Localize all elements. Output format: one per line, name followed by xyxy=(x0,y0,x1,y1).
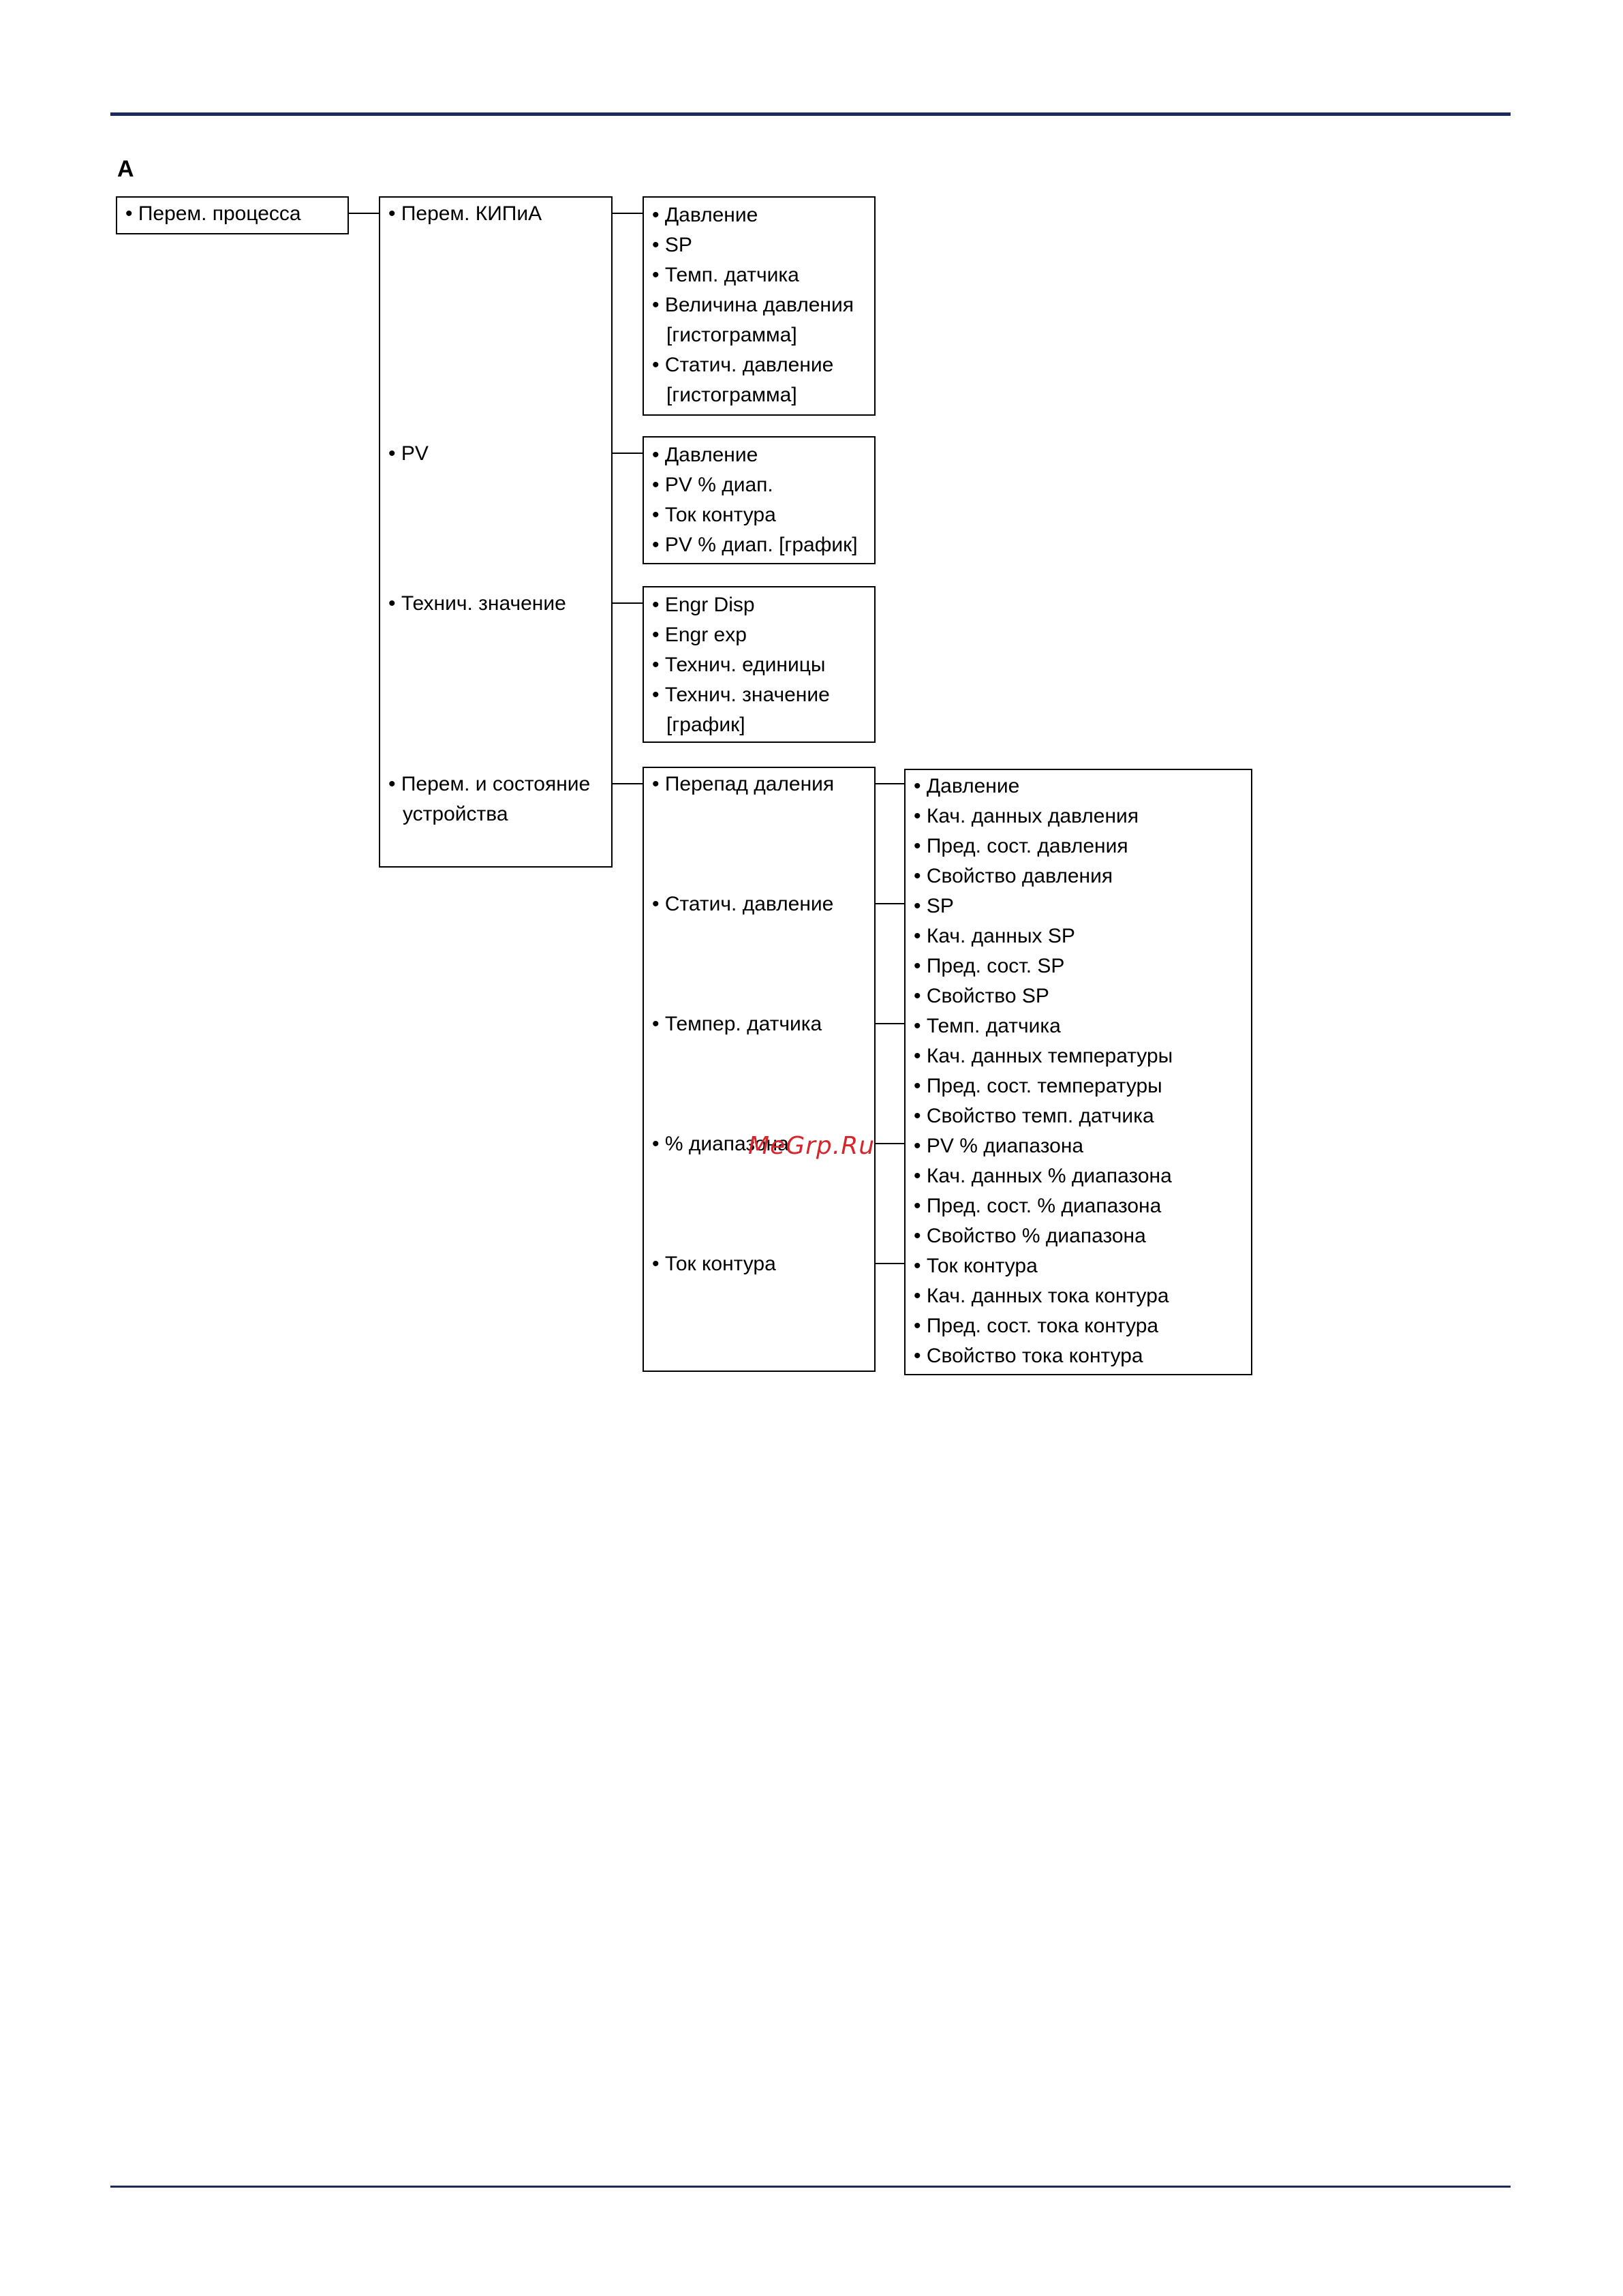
kip-item-static-pressure[interactable]: • Статич. давление xyxy=(652,354,834,376)
status-item[interactable]: • SP xyxy=(914,895,954,917)
status-item[interactable]: • Пред. сост. температуры xyxy=(914,1075,1162,1097)
root-label[interactable]: • Перем. процесса xyxy=(125,202,301,225)
eng-item-value[interactable]: • Технич. значение xyxy=(652,684,830,706)
status-item[interactable]: • Свойство давления xyxy=(914,865,1113,887)
kip-items-list xyxy=(652,200,854,410)
kip-item-sensor-temp[interactable]: • Темп. датчика xyxy=(652,264,799,286)
root-box xyxy=(116,196,349,234)
header-rule xyxy=(110,112,1511,116)
eng-items-box xyxy=(643,586,876,743)
status-item[interactable]: • PV % диапазона xyxy=(914,1135,1084,1157)
pv-item-pressure[interactable]: • Давление xyxy=(652,444,758,466)
connector-dev-pressure xyxy=(874,783,906,784)
status-item[interactable]: • Пред. сост. % диапазона xyxy=(914,1195,1162,1217)
status-item[interactable]: • Ток контура xyxy=(914,1255,1038,1277)
device-var-diff-pressure[interactable]: • Перепад даления xyxy=(652,773,835,795)
footer-rule xyxy=(110,2186,1511,2188)
menu-item-device-vars[interactable]: • Перем. и состояние xyxy=(388,773,591,795)
status-item[interactable]: • Свойство тока контура xyxy=(914,1345,1143,1367)
device-status-box xyxy=(904,769,1252,1375)
menu-item-pv[interactable]: • PV xyxy=(388,442,429,465)
menu-item-eng-value[interactable]: • Технич. значение xyxy=(388,592,566,615)
kip-item-pressure-value[interactable]: • Величина давления xyxy=(652,294,854,316)
eng-items-list xyxy=(652,590,830,740)
device-var-sensor-temp[interactable]: • Темпер. датчика xyxy=(652,1013,822,1035)
kip-item-pressure[interactable]: • Давление xyxy=(652,204,758,226)
pv-items-list xyxy=(652,440,858,560)
menu-item-device-vars-cont: устройства xyxy=(403,803,508,825)
connector-kip xyxy=(611,213,644,214)
menu-item-kip-vars[interactable]: • Перем. КИПиА xyxy=(388,202,542,225)
kip-item-sp[interactable]: • SP xyxy=(652,234,692,256)
device-var-percent-range[interactable]: • % диапазона xyxy=(652,1133,789,1155)
kip-item-histogram-1: [гистограмма] xyxy=(666,324,797,346)
connector-dev-loop xyxy=(874,1263,906,1264)
pv-item-pv-range[interactable]: • PV % диап. xyxy=(652,474,773,496)
status-item[interactable]: • Давление xyxy=(914,775,1020,797)
status-item[interactable]: • Кач. данных температуры xyxy=(914,1045,1173,1067)
connector-dev-temp xyxy=(874,1023,906,1024)
status-item[interactable]: • Свойство темп. датчика xyxy=(914,1105,1154,1127)
status-item[interactable]: • Свойство % диапазона xyxy=(914,1225,1146,1247)
pv-items-box xyxy=(643,436,876,564)
connector-root-to-level1 xyxy=(347,213,380,214)
status-item[interactable]: • Кач. данных SP xyxy=(914,925,1075,947)
status-item[interactable]: • Кач. данных давления xyxy=(914,805,1139,827)
status-item[interactable]: • Свойство SP xyxy=(914,985,1049,1007)
status-item[interactable]: • Пред. сост. SP xyxy=(914,955,1065,977)
status-item[interactable]: • Темп. датчика xyxy=(914,1015,1061,1037)
connector-eng xyxy=(611,602,644,604)
device-var-loop-current[interactable]: • Ток контура xyxy=(652,1253,776,1275)
pv-item-pv-range-chart[interactable]: • PV % диап. [график] xyxy=(652,534,858,556)
connector-pv xyxy=(611,453,644,454)
status-item[interactable]: • Кач. данных % диапазона xyxy=(914,1165,1172,1187)
connector-dev-range xyxy=(874,1143,906,1144)
status-item[interactable]: • Кач. данных тока контура xyxy=(914,1285,1169,1307)
section-label: A xyxy=(117,156,134,182)
watermark: MeGrp.Ru xyxy=(748,1132,876,1160)
status-item[interactable]: • Пред. сост. тока контура xyxy=(914,1315,1159,1337)
eng-item-units[interactable]: • Технич. единицы xyxy=(652,654,826,676)
status-item[interactable]: • Пред. сост. давления xyxy=(914,835,1128,857)
device-var-static-pressure[interactable]: • Статич. давление xyxy=(652,893,834,915)
eng-item-exp[interactable]: • Engr exp xyxy=(652,624,747,646)
level1-box xyxy=(379,196,613,868)
device-status-list xyxy=(914,771,1173,1371)
eng-item-chart: [график] xyxy=(666,714,745,736)
device-vars-box xyxy=(643,767,876,1372)
kip-items-box xyxy=(643,196,876,416)
pv-item-loop-current[interactable]: • Ток контура xyxy=(652,504,776,526)
kip-item-histogram-2: [гистограмма] xyxy=(666,384,797,406)
eng-item-disp[interactable]: • Engr Disp xyxy=(652,594,755,616)
connector-dev-static xyxy=(874,903,906,904)
connector-device xyxy=(611,783,644,784)
